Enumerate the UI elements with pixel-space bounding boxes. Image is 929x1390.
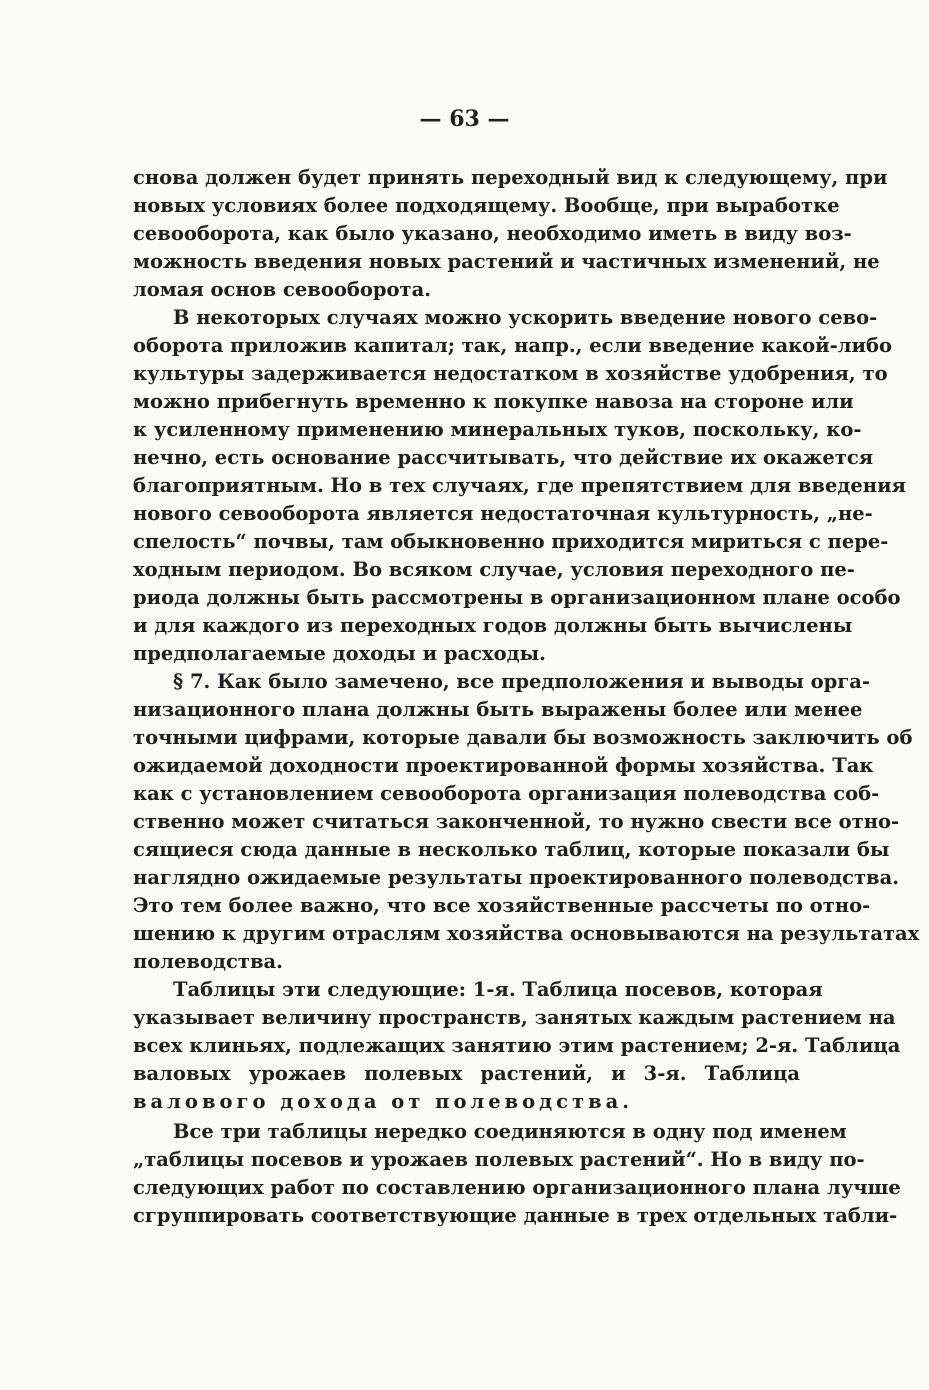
text-line: благоприятным. Но в тех случаях, где препятствием для введения [133,474,906,497]
text-line: оборота приложив капитал; так, напр., если введение какой-либо [133,334,892,357]
text-line: шению к другим отраслям хозяйства основываются на результатах [133,922,920,945]
text-line: „таблицы посевов и урожаев полевых растений“. Но в виду по- [133,1148,865,1171]
text-line: нечно, есть основание рассчитывать, что действие их окажется [133,446,874,469]
text-line: § 7. Как было замечено, все предположения и выводы орга- [173,670,870,693]
text-line: риода должны быть рассмотрены в организационном плане особо [133,586,901,609]
text-line: всех клиньях, подлежащих занятию этим растением; 2-я. Таблица [133,1034,901,1057]
text-line: нового севооборота является недостаточная культурность, „не- [133,502,873,525]
text-line: культуры задерживается недостатком в хозяйстве удобрения, то [133,362,888,385]
text-line: спелость“ почвы, там обыкновенно приходится мириться с пере- [133,530,889,553]
text-line: предполагаемые доходы и расходы. [133,642,546,665]
text-line: и для каждого из переходных годов должны быть вычислены [133,614,853,637]
text-line: сгруппировать соответствующие данные в трех отдельных табли- [133,1204,898,1227]
text-line: наглядно ожидаемые результаты проектированного полеводства. [133,866,900,889]
text-line: валовых урожаев полевых растений, и 3-я. Таблица [133,1062,800,1085]
text-line: полеводства. [133,950,283,973]
text-line: ожидаемой доходности проектированной формы хозяйства. Так [133,754,874,777]
text-line: В некоторых случаях можно ускорить введение нового сево- [173,306,878,329]
text-line: следующих работ по составлению организационного плана лучше [133,1176,901,1199]
text-line: Это тем более важно, что все хозяйственные рассчеты по отно- [133,894,871,917]
text-line: ломая основ севооборота. [133,278,432,301]
text-line: ственно может считаться законченной, то нужно свести все отно- [133,810,900,833]
text-line: можность введения новых растений и частичных изменений, не [133,250,880,273]
text-line: валового дохода от полеводства. [133,1090,634,1113]
text-line: Все три таблицы нередко соединяются в одну под именем [173,1120,847,1143]
text-line: указывает величину пространств, занятых каждым растением на [133,1006,896,1029]
page-number: — 63 — [419,106,510,132]
text-line: снова должен будет принять переходный вид к следующему, при [133,166,888,189]
text-line: Таблицы эти следующие: 1-я. Таблица посевов, которая [173,978,823,1001]
text-line: новых условиях более подходящему. Вообще, при выработке [133,194,840,217]
text-line: как с установлением севооборота организация полеводства соб- [133,782,880,805]
text-line: сящиеся сюда данные в несколько таблиц, которые показали бы [133,838,890,861]
text-line: низационного плана должны быть выражены более или менее [133,698,863,721]
text-line: точными цифрами, которые давали бы возможность заключить об [133,726,913,749]
text-line: севооборота, как было указано, необходимо иметь в виду воз- [133,222,852,245]
text-line: к усиленному применению минеральных туков, поскольку, ко- [133,418,862,441]
text-line: можно прибегнуть временно к покупке навоза на стороне или [133,390,854,413]
text-line: ходным периодом. Во всяком случае, условия переходного пе- [133,558,855,581]
